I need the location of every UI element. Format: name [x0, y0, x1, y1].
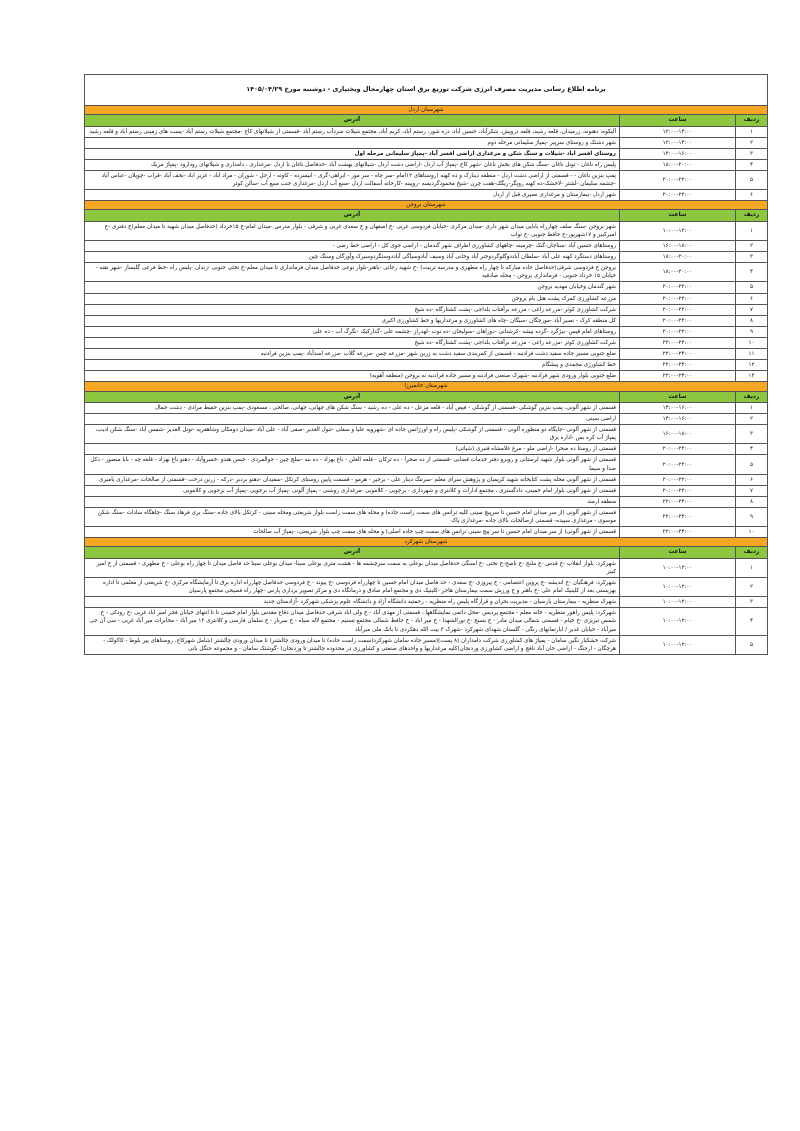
time-range: ۲۲:۰۰-۲۴:۰۰ — [620, 496, 736, 507]
address-text: شرکت کشاورزی کوثر -مزرعه زاغی - مزرعه برآفتاب بلداجی -پشت کشتارگاه -ده شیخ — [85, 304, 620, 315]
row-number: ۲ — [736, 240, 768, 251]
table-row — [85, 414, 768, 425]
time-range: ۱۰:۰۰-۱۲:۰۰ — [620, 221, 736, 240]
time-range: ۱۸:۰۰-۲۰:۰۰ — [620, 159, 736, 170]
row-number: ۹ — [736, 326, 768, 337]
city-name: شهرستان بروجن — [85, 201, 768, 210]
time-range: ۲۰:۰۰-۲۲:۰۰ — [620, 190, 736, 201]
address-text: قسمتی از شهر آلونی بلوار امام خمینی، دادگستری ، مجتمع ادارات و کلانتری و شهرداری - برجویی - کلاموبی -مرغداری روشنی - پمپاژ آلونی -پمپاژ آب برجویی -پمپاژ آب برجویی و کلاموبی — [85, 485, 620, 496]
table-row — [85, 315, 768, 326]
address-text: قسمتی از شهر آلونی( از سر میدان امام حسین تا سر پیچ سینی ترانس های سمت چپ جاده اصلی) و محله های سمت چپ بلوار شریعتی، -پمپاژ آب صالحات — [85, 527, 620, 538]
city-header-row — [85, 106, 768, 115]
table-row — [85, 474, 768, 485]
row-number: ۴ — [736, 263, 768, 282]
row-number: ۳ — [736, 597, 768, 608]
time-range: ۱۶:۰۰-۱۸:۰۰ — [620, 240, 736, 251]
column-header-row-no: ردیف — [736, 547, 768, 558]
table-row — [85, 293, 768, 304]
city-header-row — [85, 538, 768, 547]
city-header-row — [85, 201, 768, 210]
time-range: ۱۰:۰۰-۱۲:۰۰ — [620, 578, 736, 597]
table-row — [85, 148, 768, 159]
address-text: شهر بروجن -سنگ سلف چهارراه بابایی میدان شهر داری -میدان مرکزی -خیابان فردوسی غربی -خ اصفهان و خ سعدی غربی و شرقی - بلوار مدرس -میدان امام-خ ۱۵خرداد (حدفاصل میدان شهید تا میدان معلم)خ دفتری -خ امیرکبیر و ۱۷شهریور-خ حافظ جنوبی -خ نواب — [85, 221, 620, 240]
address-text: منطقه ارمند — [85, 496, 620, 507]
time-range: ۲۰:۰۰-۲۲:۰۰ — [620, 282, 736, 293]
time-range: ۲۰:۰۰-۲۲:۰۰ — [620, 293, 736, 304]
address-text: پلیس راه ناغان - تونل ناغان -سنگ شکن های بخش ناغان -شهر کاج -پمپاژ آب اردل -اراضی دشت اردل -شیلاتهای بهشت آباد -حدفاصل ناغان تا اردل -مرغداری ، دامداری و شیلاتهای رودارود -پمپاژ مریک — [85, 159, 620, 170]
address-text: شرکت خشکبار نگین سامان - پمپاژ های کشاورزی شرکت دامداران (۸ پست)(مسیر جاده سامان شهرکرد(سمت راست جاده) تا میدان ورودی چالشتر) تا میدان ورودی چالشتر (شامل شهرکاج، روستاهای پیر بلوط - کاکولک - هرچگان - ارجنگ - اراضی خان آباد نافچ و اراضی کشاورزی وردنجان(کلیه مرغداریها و واحدهای صنعتی و کشاورزی در محدوده چالشتر تا وردنجان) -گوشتک سامان - و مجموعه جنگل بانی — [85, 635, 620, 654]
row-number: ۱۰ — [736, 337, 768, 348]
table-row — [85, 597, 768, 608]
table-row — [85, 455, 768, 474]
column-header-address: آدرس — [85, 391, 620, 402]
row-number: ۲ — [736, 578, 768, 597]
column-header-row — [85, 210, 768, 221]
row-number: ۹ — [736, 508, 768, 527]
table-row — [85, 282, 768, 293]
address-text: ضلع جنوبی بلوار ورودی شهر فرادنبه -شهرک صنعتی فرادنبه و مسیر جاده فرادنبه به بروجن (منطقه آهویه) — [85, 371, 620, 382]
row-number: ۳ — [736, 425, 768, 444]
table-row — [85, 371, 768, 382]
table-row — [85, 578, 768, 597]
table-row — [85, 496, 768, 507]
row-number: ۵ — [736, 635, 768, 654]
time-range: ۱۸:۰۰-۲۰:۰۰ — [620, 252, 736, 263]
schedule-page — [84, 74, 768, 655]
time-range: ۱۰:۰۰-۱۲:۰۰ — [620, 558, 736, 577]
time-range: ۲۰:۰۰-۲۲:۰۰ — [620, 304, 736, 315]
table-row — [85, 252, 768, 263]
row-number: ۷ — [736, 485, 768, 496]
address-text: قسمتی از شهر آلونی محله پشت کتابخانه شهید کریمیان و پژوهش سرای معلم -سرتنگ دینار علی - برجیر - هرمو - قسمت پایین روستای کرتکل -سفیدان -دهنو بردبر -درکه - زرین درخت -قسمتی از صالحات -مرغداری بامیری — [85, 474, 620, 485]
row-number: ۱ — [736, 558, 768, 577]
city-name: شهرستان اردل — [85, 106, 768, 115]
address-text: قسمتی از شهر آلونی، پمپ بنزین گوشکی -قسمتی از گوشکی - فیض آباد - قلعه مزعل - ده علی - ده رشید - سنگ شکن های جهانی، جهانی، صالحی ، مسعودی -پمپ بنزین حفیظ مرادی - دشت جمال — [85, 402, 620, 413]
schedule-table — [84, 74, 768, 655]
table-row — [85, 170, 768, 189]
time-range: ۱۸:۰۰-۲۰:۰۰ — [620, 263, 736, 282]
table-row — [85, 425, 768, 444]
address-text: شهرک منظریه - بیمارستان پارسیان - مدیریت بحران و قرارگاه پلیس راه منظریه - رحمتیه دانشگاه آزاد و دانشگاه علوم پزشکی شهرکرد -آزادستان جدید — [85, 597, 620, 608]
table-row — [85, 402, 768, 413]
time-range: ۲۲:۰۰-۲۴:۰۰ — [620, 337, 736, 348]
city-header-row — [85, 382, 768, 391]
time-range: ۲۲:۰۰-۲۴:۰۰ — [620, 508, 736, 527]
column-header-time: ساعت — [620, 210, 736, 221]
table-row — [85, 337, 768, 348]
table-row — [85, 558, 768, 577]
time-range: ۲۰:۰۰-۲۲:۰۰ — [620, 315, 736, 326]
row-number: ۲ — [736, 414, 768, 425]
row-number: ۱۱ — [736, 349, 768, 360]
column-header-address: آدرس — [85, 210, 620, 221]
address-text: قسمتی از شهر آلونی -جایگاه دو منظوره آلونی - قسمتی از گوشکی -پلیس راه و اورژانس جاده ای -شهرویه علیا و سفلی -تنول الغدیر -صفی آباد - علی آباد -میدان دومکان وشاهقریه -تونل الغدیر -شمس آباد -سنگ شکن ادیب، پمپاژ آب کره بس -اداره برق — [85, 425, 620, 444]
address-text: شهرکرد: پلیس راهور منظریه - خانه معلم - مجتمع پردیس -محل دائمی نمایشگاهها ، قسمتی از مهدی آباد - خ ولی اباد شرقی حدفاصل میدان دفاع مقدس بلوار امام خمینی تا تا انتهای خیابان فجر امیر اباد غربی -خ رودکی - خ شمس تبریزی -خ خیام - قسمتی شمالی میدان مادر - خ بسیج -خ نورالشهدا - خ میر اباد - خ حافظ شمالی مجتمع تسنیم - مجتمع لاله سپاه - خ سرباز - خ سلمان فارسی و کلانتری ۱۳ میر آباد - مخابرات میر آباد غربی - سی آن جی میرآباد - خیابان غدیر / ابارتمانهای رنگی - گلستان شهدای شهرکرد -شهرک ۳ بیت الله دهکردی تا بانک ملی میرآباد — [85, 608, 620, 635]
row-number: ۱ — [736, 221, 768, 240]
row-number: ۳ — [736, 252, 768, 263]
row-number: ۵ — [736, 170, 768, 189]
row-number: ۵ — [736, 455, 768, 474]
time-range: ۱۲:۰۰-۱۴:۰۰ — [620, 126, 736, 137]
row-number: ۴ — [736, 159, 768, 170]
time-range: ۱۴:۰۰-۱۶:۰۰ — [620, 414, 736, 425]
column-header-row — [85, 391, 768, 402]
column-header-row-no: ردیف — [736, 391, 768, 402]
address-text: ضلع جنوبی مسیر جاده سفید دشت فرادنبه - قسمتی از کمربندی سفید دشت به زرین شهر -مزرعه چمن -مزرعه گلاب -مزرعه اسدآباد -پمپ بنزین فرادنبه — [85, 349, 620, 360]
row-number: ۶ — [736, 293, 768, 304]
column-header-time: ساعت — [620, 391, 736, 402]
city-name: شهرستان خانمیرزا — [85, 382, 768, 391]
address-text: روستای افسر اباد -شیلات و سنگ شکن و مرغداری اراضی افسر آباد -پمپاژ سلیمانی مرحله اول — [85, 148, 620, 159]
row-number: ۶ — [736, 474, 768, 485]
table-row — [85, 444, 768, 455]
table-row — [85, 126, 768, 137]
address-text: شهر اردل -بیمارستان و مرغداری نصیری قبل از اردل — [85, 190, 620, 201]
address-text: شرکت کشاورزی کوثر -مزرعه زاغی - مزرعه برآفتاب بلداجی -پشت کشتارگاه -ده شیخ — [85, 337, 620, 348]
time-range: ۱۴:۰۰-۱۶:۰۰ — [620, 148, 736, 159]
row-number: ۱۲ — [736, 360, 768, 371]
table-row — [85, 527, 768, 538]
time-range: ۱۲:۰۰-۱۴:۰۰ — [620, 137, 736, 148]
address-text: شهر گندمان وخیابان مهدیه بروجن — [85, 282, 620, 293]
time-range: ۱۴:۰۰-۱۶:۰۰ — [620, 402, 736, 413]
address-text: شهرکرد: فرهنگیان -خ اندیشه -خ پروین اعتصامی - خ پیروزی -خ سعدی - حد فاصل میدان امام حسین تا چهارراه فردوسی -خ پیوند - خ فردوسی حدفاصل چهارراه اداره برق تا آزمایشگاه مرکزی -خ شریعتی از معلمی تا اداره بهزیستی بعد از کلینیک امام علی -خ باهنر و خ ورزش سمت بیمارستان هاجر -کلینیک دی و مجتمع امام صادق و درمانگاه دی و مرکز تصویر برداری پارس -چهار راه فصیحی مجتمع پارسیان — [85, 578, 620, 597]
column-header-address: آدرس — [85, 115, 620, 126]
address-text: روستاهای حسین آباد -سناجان-گنک -چرمینه -چاههای کشاورزی اطراف شهر گندمان - اراضی جوی کل - اراضی خط رضی - — [85, 240, 620, 251]
address-text: مزرعه کشاورزی کمرک پشت هتل بام بروجن — [85, 293, 620, 304]
address-text: شهر دشتک و روستای سرپیر -پمپاژ سلیمانی مرحله دوم — [85, 137, 620, 148]
table-row — [85, 349, 768, 360]
column-header-row-no: ردیف — [736, 210, 768, 221]
row-number: ۲ — [736, 137, 768, 148]
time-range: ۱۰:۰۰-۱۲:۰۰ — [620, 608, 736, 635]
address-text: قسمتی از روستا ده صحرا -اراضی ملو - مرغ غلامشاه قنبری (شیاتی) — [85, 444, 620, 455]
time-range: ۲۲:۰۰-۲۴:۰۰ — [620, 527, 736, 538]
row-number: ۷ — [736, 304, 768, 315]
time-range: ۱۶:۰۰-۱۸:۰۰ — [620, 425, 736, 444]
table-row — [85, 221, 768, 240]
table-row — [85, 137, 768, 148]
address-text: پمپ بنزین ناغان - - قسمتی از اراضی دشت اردل - منطقه دینارک و ده کهنه (روستاهای ۱۲امام -سر چاه - سر مور - ابراهی-گری - ابیسرده - کاونه - ارجل - شوران - مراد اباد - عزیز اباد -نجف آباد -قراب -چوپلان -عباس آباد -چشمه سلیمان -لشتر -لاخشک-ده کهنه رویگر-ریگک-هفت چرن -شیخ محمودگردیسه -روپینه -کارخانه آسفالت اردل -منبع آب اردل -مرغداری جنب منبع آب -سالن کوثر — [85, 170, 620, 189]
row-number: ۶ — [736, 190, 768, 201]
table-row — [85, 190, 768, 201]
table-row — [85, 240, 768, 251]
table-row — [85, 159, 768, 170]
column-header-row — [85, 547, 768, 558]
time-range: ۲۰:۰۰-۲۲:۰۰ — [620, 455, 736, 474]
address-text: خط کشاورزی محمدی و پیشگام — [85, 360, 620, 371]
table-row — [85, 508, 768, 527]
page-title: برنامه اطلاع رسانی مدیریت مصرف انرژی شرکت توزیع برق استان چهارمحال وبختیاری - دوشنبه مورخ ۱۴۰۵/۰۴/۲۹ — [85, 75, 768, 106]
row-number: ۸ — [736, 496, 768, 507]
address-text: قسمتی از شهر آلونی (از سر میدان امام حسین تا سرپیچ سینی کلیه ترانس های سمت راست جاده) و محله های سمت راست بلوار شریعتی ومحله سینی - کرتکل بالای جاده -سنگ بری فرهاد سنگ -چاهگاه سادات -سنگ شکن موسوی - مرغداری سپیده- قسمتی ازصالحات بالای جاده -مرغداری پاک — [85, 508, 620, 527]
column-header-row — [85, 115, 768, 126]
time-range: ۲۰:۰۰-۲۲:۰۰ — [620, 485, 736, 496]
table-row — [85, 263, 768, 282]
table-row — [85, 608, 768, 635]
column-header-row-no: ردیف — [736, 115, 768, 126]
address-text: روستاهای امام قیس -بیژگرد -گرده بیشه -کرشنانی -دوراهان -سولیجان -ده نوت -لهدراز -چشمه علی -گدارکیک -نگرگ آب - ده علی — [85, 326, 620, 337]
time-range: ۲۰:۰۰-۲۲:۰۰ — [620, 170, 736, 189]
time-range: ۱۰:۰۰-۱۲:۰۰ — [620, 597, 736, 608]
table-row — [85, 635, 768, 654]
row-number: ۳ — [736, 148, 768, 159]
row-number: ۱۳ — [736, 371, 768, 382]
time-range: ۲۰:۰۰-۲۲:۰۰ — [620, 444, 736, 455]
row-number: ۱ — [736, 126, 768, 137]
column-header-time: ساعت — [620, 115, 736, 126]
time-range: ۲۲:۰۰-۲۴:۰۰ — [620, 360, 736, 371]
address-text: شهرکرد: بلوار انقلاب -خ قدس -خ ملنج -خ ناصح-خ تختی -خ اسنگی حدفاصل میدان بوعلی به سمت سرچشمه ها - هشت متری بوعلی سینا- میدان بوعلی سینا حد فاصل میدان تا چهار راه بوعلی - خ مطهری - قسمتی از خ امیر کبیر — [85, 558, 620, 577]
column-header-address: آدرس — [85, 547, 620, 558]
row-number: ۱۰ — [736, 527, 768, 538]
time-range: ۲۲:۰۰-۲۴:۰۰ — [620, 371, 736, 382]
table-row — [85, 326, 768, 337]
row-number: ۵ — [736, 282, 768, 293]
row-number: ۱ — [736, 402, 768, 413]
table-row — [85, 304, 768, 315]
address-text: اراضی سینی — [85, 414, 620, 425]
time-range: ۱۰:۰۰-۱۲:۰۰ — [620, 635, 736, 654]
title-row — [85, 75, 768, 106]
table-row — [85, 485, 768, 496]
row-number: ۴ — [736, 444, 768, 455]
address-text: آلیکوه، دهنونه، زرمیدان، قلعه رشید، قلعه درویش، شکرآباد، حسین آباد، دره شور، رستم آباد، کریم آباد، مجتمع شیلات سردآب رستم آباد -قسمتی از شیلاتهای کاج -مجتمع شیلات رستم آباد -پست های زمینی رستم آباد و قلعه رشید — [85, 126, 620, 137]
row-number: ۸ — [736, 315, 768, 326]
city-name: شهرستان شهرکرد — [85, 538, 768, 547]
address-text: قسمتی از شهر آلونی بلوار شهید لرستانی و روبرو دفتر خدمات قضایی -قسمتی از ده صحرا - ده ترکان - قلعه الغلن - باغ بهزاد - ده بنه -سلچ چین - جوالمردی - حسن هندو -خسروآباد - دهنو باغ بهزاد - قلعه چه - بابا منصور - دکل صدا و سیما — [85, 455, 620, 474]
time-range: ۲۲:۰۰-۲۴:۰۰ — [620, 349, 736, 360]
time-range: ۲۰:۰۰-۲۲:۰۰ — [620, 326, 736, 337]
address-text: روستاهای دستگرد کهنه علی آباد -سلطان آباددوگلوگردوخنر آباد وخانی آباد وسیف آبادوسیاگی آباددوستگردوسیرک وآورگان وسنگ چین — [85, 252, 620, 263]
time-range: ۲۰:۰۰-۲۲:۰۰ — [620, 474, 736, 485]
address-text: کل منطقه کرک - نصیر آباد -مورچگان -سیگان -چاه های کشاورزی و مرغداریها و خط کشاورزی اکبری — [85, 315, 620, 326]
address-text: بروجن خ فردوسی شرقی(حدفاصل جاده مبارکه تا چهار راه مطهری و مدرسه تربیت) -خ شهید رجائی -باهنر-بلوار نوعی حدفاصل میدان فرمانداری تا میدان معلم-خ تختی جنوبی -زندان -پلیس راه -خط فرعی گلبساز -شهر نقنه - خیابان ۱۵ خرداد جنوبی - فرمانداری بروجن - محله صادقیه — [85, 263, 620, 282]
column-header-time: ساعت — [620, 547, 736, 558]
row-number: ۴ — [736, 608, 768, 635]
table-row — [85, 360, 768, 371]
